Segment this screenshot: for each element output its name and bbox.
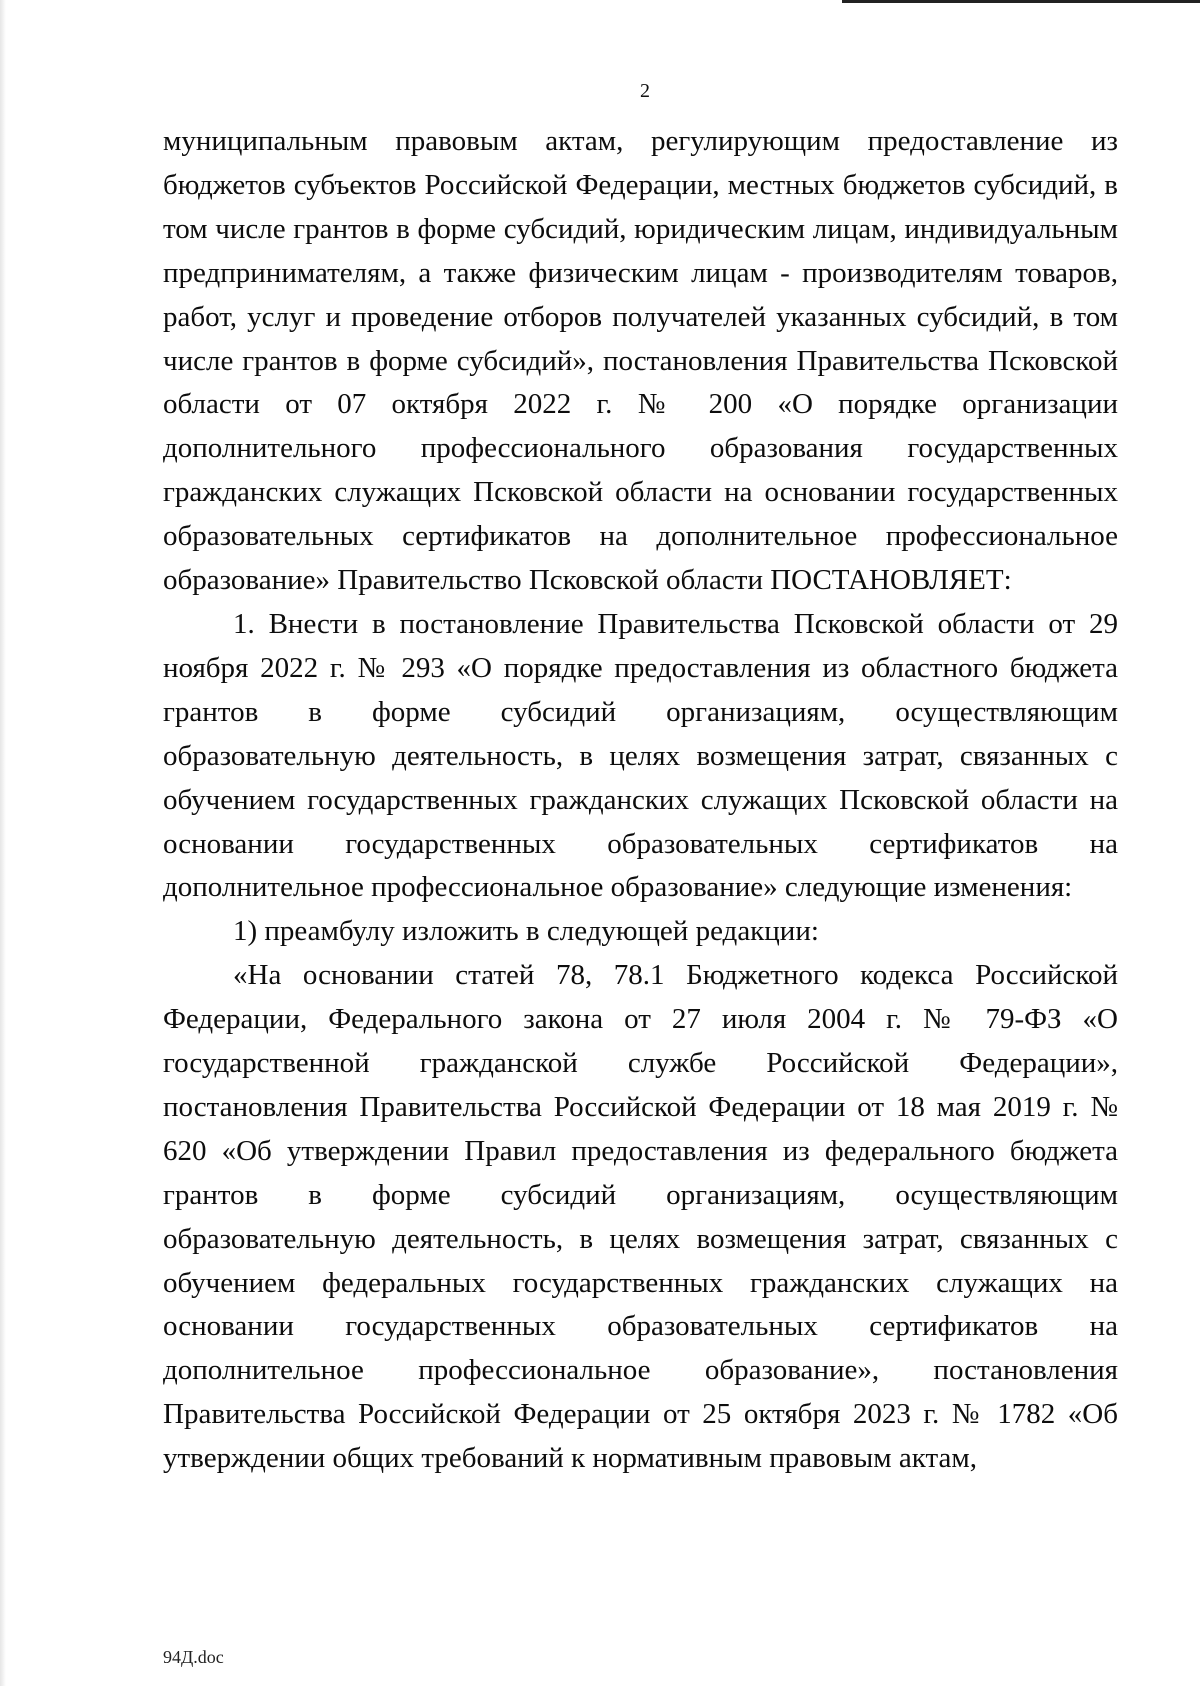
paragraph-subitem-1: 1) преамбулу изложить в следующей редакции: (233, 915, 819, 948)
page-number: 2 (640, 80, 650, 102)
footer-file-code: 94Д.doc (163, 1647, 224, 1667)
scan-edge (0, 0, 6, 1686)
document-body (163, 120, 1118, 1481)
paragraph-item-1: 1. Внести в постановление Правительства Псковской области от 29 ноября 2022 г. № 293 «О порядке предоставления из областного бюджета грантов в форме субсидий организациям, осуществляющим образовательную деятельность, в целях возмещения затрат, связанных с обучением государственных гражданских служащих Псковской области на основании государственных образовательных сертификатов на дополнительное профессиональное образование» следующие изменения: (163, 607, 1118, 904)
header-rule (842, 0, 1200, 3)
paragraph-preamble-continuation: муниципальным правовым актам, регулирующим предоставление из бюджетов субъектов Российской Федерации, местных бюджетов субсидий, в том числе грантов в форме субсидий, юридическим лицам, индивидуальным предпринимателям, а также физическим лицам - производителям товаров, работ, услуг и проведение отборов получателей указанных субсидий, в том числе грантов в форме субсидий», постановления Правительства Псковской области от 07 октября 2022 г. № 200 «О порядке организации дополнительного профессионального образования государственных гражданских служащих Псковской области на основании государственных образовательных сертификатов на дополнительное профессиональное образование» Правительство Псковской области ПОСТАНОВЛЯЕТ: (163, 125, 1118, 597)
paragraph-new-preamble: «На основании статей 78, 78.1 Бюджетного кодекса Российской Федерации, Федерального закона от 27 июля 2004 г. № 79-ФЗ «О государственной гражданской службе Российской Федерации», постановления Правительства Российской Федерации от 18 мая 2019 г. № 620 «Об утверждении Правил предоставления из федерального бюджета грантов в форме субсидий организациям, осуществляющим образовательную деятельность, в целях возмещения затрат, связанных с обучением федеральных государственных гражданских служащих на основании государственных образовательных сертификатов на дополнительное профессиональное образование», постановления Правительства Российской Федерации от 25 октября 2023 г. № 1782 «Об утверждении общих требований к нормативным правовым актам, (163, 959, 1118, 1475)
